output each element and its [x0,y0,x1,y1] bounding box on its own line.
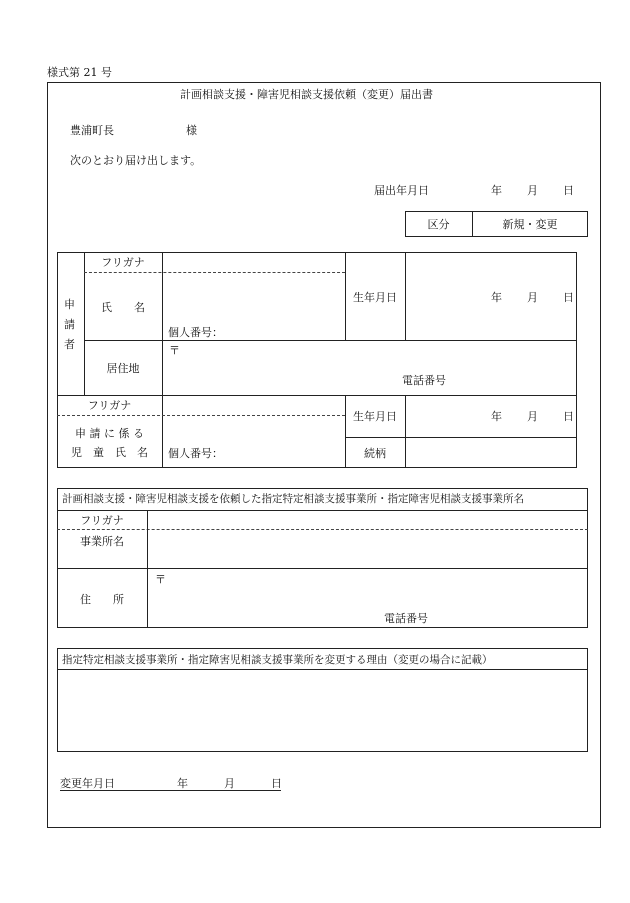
applicant-birth-day: 日 [563,291,574,304]
change-date-underline [60,790,281,791]
child-birth-label: 生年月日 [353,410,397,423]
child-furigana-label: フリガナ [87,399,132,412]
applicant-furigana-label: フリガナ [101,256,145,269]
addressee-honorific: 様 [186,124,197,137]
applicant-phone-label: 電話番号 [402,374,446,387]
office-table [57,488,588,628]
category-value[interactable]: 新規・変更 [502,218,558,231]
applicant-birth-month: 月 [527,291,538,304]
applicant-side-3: 者 [64,338,75,351]
applicant-personal-no: 個人番号： [168,326,223,339]
child-name-label-1: 申 請 に 係 る [75,427,144,440]
child-birth-day: 日 [563,410,574,423]
category-label: 区分 [427,218,450,231]
office-furigana-label: フリガナ [80,514,124,527]
office-name-label: 事業所名 [80,535,124,548]
change-date-label: 変更年月日 [60,777,115,790]
applicant-birth-label: 生年月日 [353,291,397,304]
child-birth-year: 年 [491,410,502,423]
submit-month: 月 [527,184,538,197]
child-birth-month: 月 [527,410,538,423]
applicant-side-2: 請 [64,318,75,331]
change-month: 月 [224,777,235,790]
office-header: 計画相談支援・障害児相談支援を依頼した指定特定相談支援事業所・指定障害児相談支援事業所名 [62,493,524,505]
applicant-side-1: 申 [64,298,75,311]
form-number: 様式第 21 号 [47,66,112,79]
form-title: 計画相談支援・障害児相談支援依頼（変更）届出書 [180,88,433,101]
change-year: 年 [177,777,188,790]
applicant-postal: 〒 [169,344,180,357]
addressee-name: 豊浦町長 [70,124,114,137]
change-day: 日 [271,777,282,790]
applicant-name-label: 氏 名 [101,301,145,314]
applicant-address-label: 居住地 [106,362,140,375]
submit-year: 年 [491,184,502,197]
child-name-label-2: 児 童 氏 名 [71,446,148,459]
office-postal: 〒 [155,573,166,586]
office-address-label: 住 所 [80,593,124,606]
reason-header: 指定特定相談支援事業所・指定障害児相談支援事業所を変更する理由（変更の場合に記載） [62,654,493,666]
applicant-birth-year: 年 [491,291,502,304]
office-phone-label: 電話番号 [384,612,428,625]
reason-input-area[interactable] [58,670,587,751]
intro-text: 次のとおり届け出します。 [70,154,202,167]
child-personal-no: 個人番号： [168,447,223,460]
submit-day: 日 [563,184,574,197]
child-relation-label: 続柄 [364,447,386,460]
submit-date-label: 届出年月日 [374,184,429,197]
